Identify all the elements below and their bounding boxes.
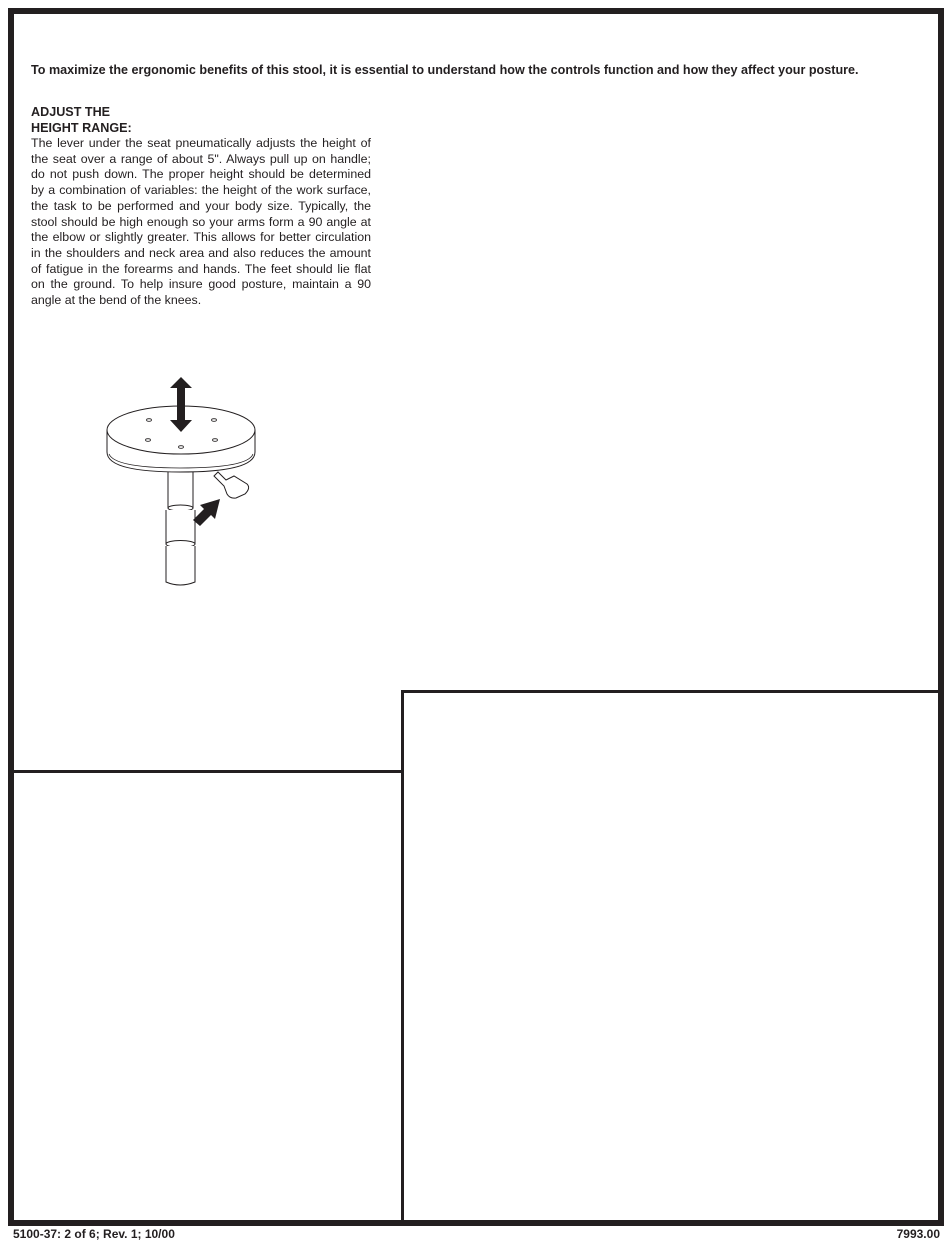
footer-document-code: 5100-37: 2 of 6; Rev. 1; 10/00 [13, 1227, 175, 1241]
heading-line-2: HEIGHT RANGE: [31, 121, 132, 135]
lever-handle [214, 472, 249, 498]
gas-cylinder [168, 472, 193, 508]
stool-height-illustration [100, 372, 260, 592]
divider-right-horizontal [401, 690, 938, 693]
heading-line-1: ADJUST THE [31, 105, 111, 119]
section-heading [31, 104, 132, 136]
divider-vertical [401, 690, 404, 1220]
footer-part-number: 7993.00 [896, 1227, 940, 1241]
divider-left-horizontal [14, 770, 404, 773]
pull-up-arrow-icon [193, 499, 220, 526]
section-body: The lever under the seat pneumatically adjusts the height of the seat over a range of about 5". Always pull up on handle; do not push down. The proper height should be determined by a combination of variables: the height of the work surface, the task to be performed and your body size. Typically, the stool should be high enough so your arms form a 90 angle at the elbow or slightly greater. This allows for better circulation in the shoulders and neck area and also reduces the amount of fatigue in the forearms and hands. The feet should lie flat on the ground. To help insure good posture, maintain a 90 angle at the bend of the knees. [31, 136, 371, 308]
intro-text: To maximize the ergonomic benefits of this stool, it is essential to understand how the controls function and how they affect your posture. [31, 63, 859, 77]
